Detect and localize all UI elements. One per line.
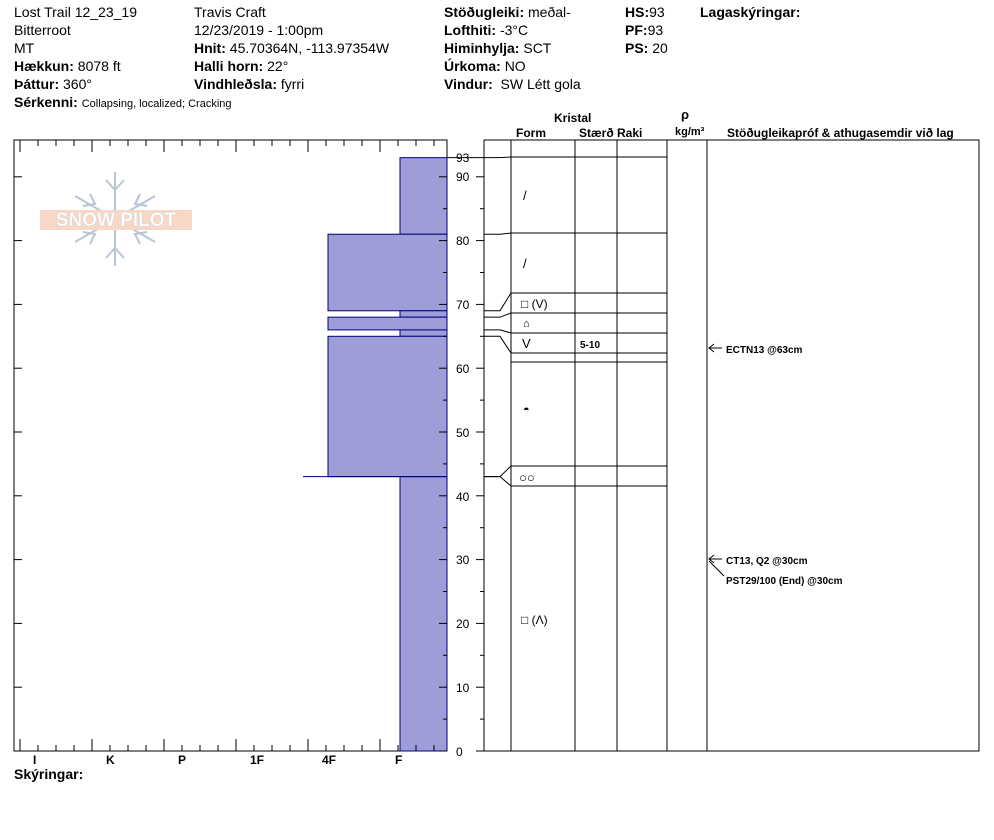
air-temp: Lofthiti: -3°C — [444, 22, 529, 38]
hardness-layers — [303, 158, 447, 751]
depth-top-label: 93 — [456, 151, 470, 165]
depth-tick-label: 50 — [456, 426, 470, 440]
moisture-header: Raki — [617, 126, 643, 140]
aspect: Þáttur: 360° — [14, 76, 92, 92]
size-header: Stærð — [579, 126, 614, 140]
slope-angle: Halli horn: 22° — [194, 58, 289, 74]
state: MT — [14, 40, 35, 56]
test-pointer — [709, 561, 724, 576]
precipitation: Úrkoma: NO — [444, 58, 526, 74]
form-symbol: / — [523, 188, 527, 203]
layer-connector-line — [484, 233, 511, 234]
form-symbol: ⌂ — [523, 318, 530, 330]
hardness-layer-bar — [328, 234, 447, 311]
form-symbol-melt-freeze: ◓ — [523, 404, 530, 416]
layer-connector-line — [484, 330, 511, 333]
observer: Travis Craft — [194, 4, 266, 20]
hardness-label: I — [33, 753, 37, 767]
site-name: Lost Trail 12_23_19 — [14, 4, 137, 20]
datetime: 12/23/2019 - 1:00pm — [194, 22, 324, 38]
tests-notes-header: Stöðugleikapróf & athugasemdir við lag — [727, 126, 954, 140]
hardness-layer-bar — [400, 158, 447, 235]
snowpilot-logo — [40, 172, 192, 266]
crystal-header: Kristal — [554, 111, 592, 125]
hardness-label: F — [395, 753, 403, 767]
form-symbol: ○○ — [519, 470, 535, 485]
mountain-range: Bitterroot — [14, 22, 71, 38]
depth-tick-label: 80 — [456, 234, 470, 248]
layer-connector-line — [484, 157, 511, 158]
wind-loading: Vindhleðsla: fyrri — [194, 76, 305, 92]
test-annotation: ECTN13 @63cm — [726, 345, 803, 356]
form-symbol: / — [523, 256, 527, 271]
legend-label: Skýringar: — [14, 766, 84, 782]
hardness-label: P — [178, 753, 187, 767]
logo-text: SNOW PILOT — [55, 210, 177, 231]
depth-tick-label: 10 — [456, 681, 470, 695]
form-symbol: □ (V) — [521, 297, 548, 311]
form-symbol: V — [522, 336, 531, 351]
test-annotation: PST29/100 (End) @30cm — [726, 576, 843, 587]
crystal-table-frame — [484, 140, 979, 751]
depth-tick-label: 70 — [456, 298, 470, 312]
density-symbol: ρ — [681, 107, 690, 122]
depth-tick-label: 20 — [456, 617, 470, 631]
depth-tick-label: 90 — [456, 170, 470, 184]
grain-size: 5-10 — [580, 340, 601, 351]
layer-connector-line — [484, 477, 511, 486]
test-markers — [709, 344, 724, 576]
depth-tick-label: 0 — [456, 745, 463, 759]
form-symbol-lower: □ (Λ) — [521, 613, 548, 627]
hardness-layer-bar — [328, 317, 447, 330]
test-annotation: CT13, Q2 @30cm — [726, 556, 808, 567]
density-unit: kg/m³ — [675, 126, 705, 138]
layer-connector-line — [484, 336, 511, 353]
features: Sérkenni: Collapsing, localized; Cracking — [14, 94, 232, 110]
layer-connector-line — [484, 466, 511, 477]
depth-tick-label: 40 — [456, 490, 470, 504]
coordinates: Hnit: 45.70364N, -113.97354W — [194, 40, 390, 56]
layer-connector-line — [484, 293, 511, 311]
layer-notes-label: Lagaskýringar: — [700, 4, 801, 20]
hs-value: HS:93 — [625, 4, 665, 20]
sky-cover: Himinhylja: SCT — [444, 40, 552, 56]
hardness-layer-bar — [328, 336, 447, 476]
depth-tick-label: 30 — [456, 553, 470, 567]
hardness-layer-bar — [400, 311, 447, 317]
layer-connector-line — [484, 313, 511, 317]
pf-value: PF:93 — [625, 22, 664, 38]
stability: Stöðugleiki: meðal- — [444, 4, 571, 20]
hardness-label: 1F — [250, 753, 265, 767]
hardness-layer-bar — [400, 330, 447, 336]
wind: Vindur: SW Létt gola — [444, 76, 581, 92]
ps-value: PS: 20 — [625, 40, 668, 56]
depth-tick-label: 60 — [456, 362, 470, 376]
form-header: Form — [516, 126, 546, 140]
hardness-label: K — [106, 753, 115, 767]
elevation: Hækkun: 8078 ft — [14, 58, 121, 74]
hardness-layer-bar — [400, 477, 447, 751]
hardness-label: 4F — [322, 753, 337, 767]
